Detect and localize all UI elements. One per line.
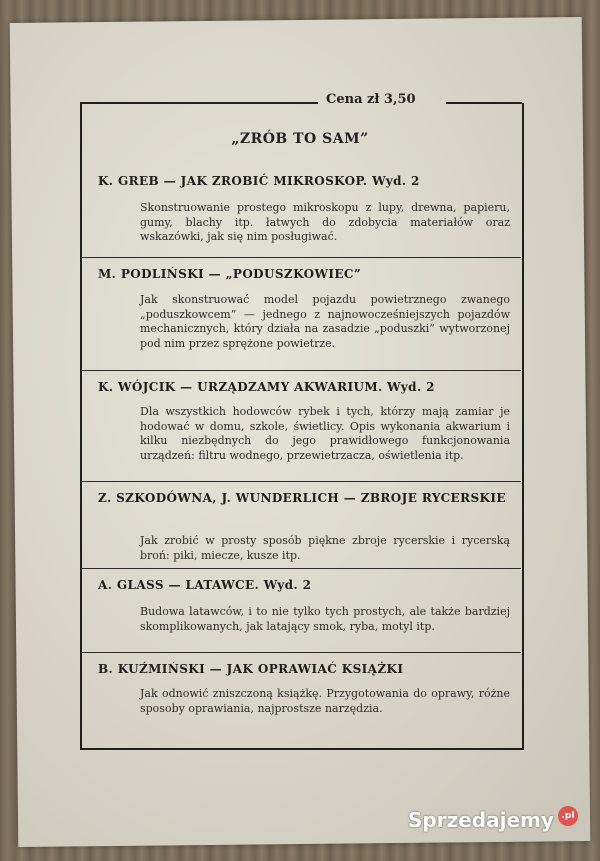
entry-title-zbroje: Z. SZKODÓWNA, J. WUNDERLICH — ZBROJE RYCERSKIE bbox=[98, 491, 506, 505]
entry-desc-mikroskop: Skonstruowanie prostego mikroskopu z lupy, drewna, papieru, gumy, blachy itp. łatwych do zdobycia materiałów oraz wskazówki, jak się nim posługiwać. bbox=[140, 201, 510, 243]
entry-divider bbox=[81, 568, 521, 569]
entry-divider bbox=[81, 257, 521, 258]
entry-divider bbox=[81, 370, 521, 371]
frame-top-right-line bbox=[446, 102, 522, 104]
series-title: „ZRÓB TO SAM” bbox=[231, 131, 369, 147]
entry-title-latawce: A. GLASS — LATAWCE. Wyd. 2 bbox=[98, 578, 312, 592]
price-label: Cena zł 3,50 bbox=[326, 92, 416, 107]
entry-desc-poduszkowiec: Jak skonstruować model pojazdu powietrznego zwanego „poduszkowcem” — jednego z najnowocześniejszych pojazdów mechanicznych, który działa na zasadzie „poduszki” wytworzonej pod nim przez sprężone powietrze. bbox=[140, 293, 510, 350]
entry-desc-zbroje: Jak zrobić w prosty sposób piękne zbroje rycerskie i rycerską broń: piki, miecze, kusze itp. bbox=[140, 534, 510, 562]
entry-title-mikroskop: K. GREB — JAK ZROBIĆ MIKROSKOP. Wyd. 2 bbox=[98, 174, 420, 188]
watermark-text: Sprzedajemy bbox=[408, 808, 554, 832]
frame-top-left-line bbox=[80, 102, 318, 104]
entry-title-ksiazki: B. KUŹMIŃSKI — JAK OPRAWIAĆ KSIĄŻKI bbox=[98, 662, 404, 676]
entry-divider bbox=[81, 481, 521, 482]
entry-divider bbox=[81, 652, 521, 653]
entry-desc-latawce: Budowa latawców, i to nie tylko tych prostych, ale także bardziej skomplikowanych, jak latający smok, ryba, motyl itp. bbox=[140, 605, 510, 633]
entry-title-poduszkowiec: M. PODLIŃSKI — „PODUSZKOWIEC” bbox=[98, 267, 362, 281]
entry-title-akwarium: K. WÓJCIK — URZĄDZAMY AKWARIUM. Wyd. 2 bbox=[98, 380, 435, 394]
watermark-logo-icon: .pl bbox=[558, 806, 578, 826]
entry-desc-ksiazki: Jak odnowić zniszczoną książkę. Przygotowania do oprawy, różne sposoby oprawiania, najprostsze narzędzia. bbox=[140, 687, 510, 715]
entry-desc-akwarium: Dla wszystkich hodowców rybek i tych, którzy mają zamiar je hodować w domu, szkole, świetlicy. Opis wykonania akwarium i kilku niezbędnych do jego prawidłowego funkcjonowania urządzeń: filtru wodnego, przewietrzacza, oświetlenia itp. bbox=[140, 405, 510, 462]
